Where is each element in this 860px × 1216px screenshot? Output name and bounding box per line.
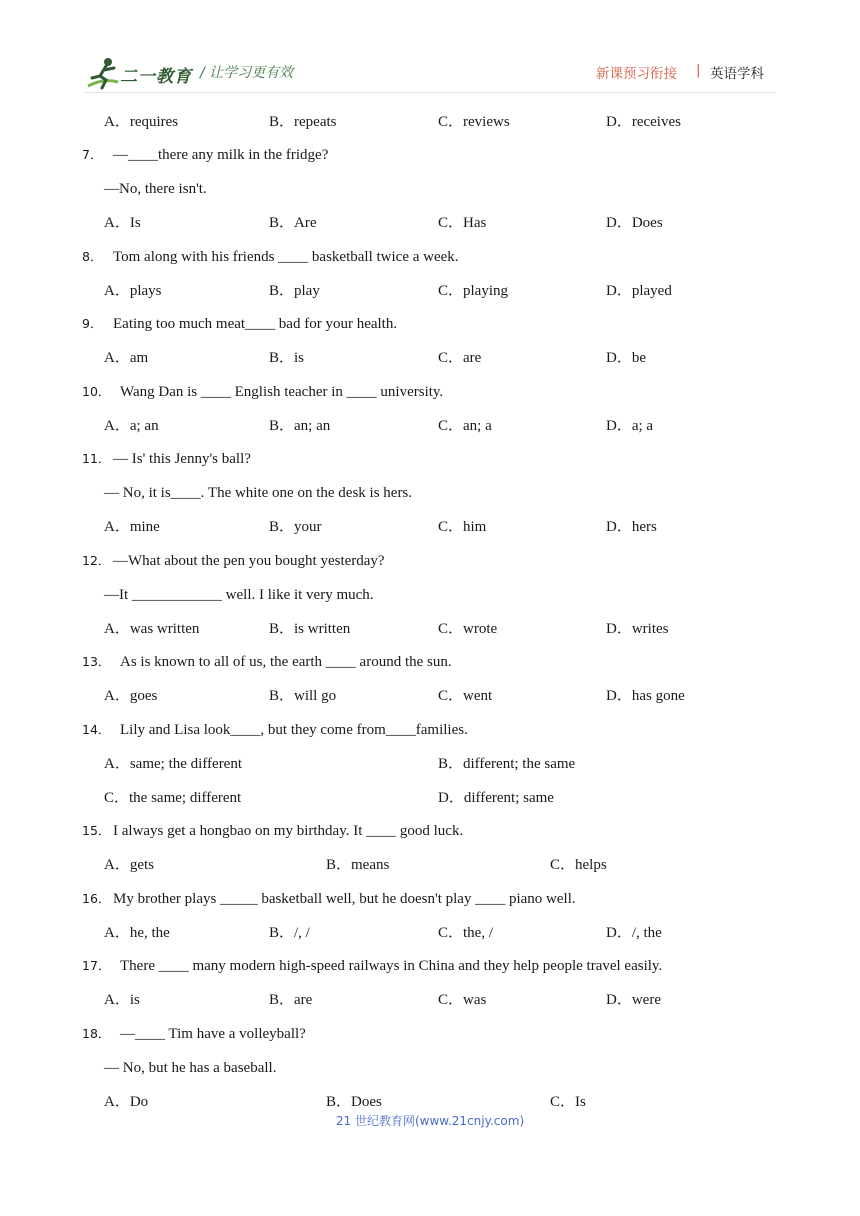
question-11-options	[0, 517, 860, 537]
option-d: D．different; same	[438, 790, 554, 806]
question-number: 11．	[82, 451, 111, 466]
question-10-options	[0, 416, 860, 436]
question-14-stem	[0, 720, 860, 740]
question-13-stem	[0, 652, 860, 672]
option-a: A．a; an	[104, 418, 159, 434]
option-d: D．Does	[606, 215, 663, 231]
question-14-options-row-1	[0, 754, 860, 774]
option-c: C．helps	[550, 857, 607, 873]
question-number: 14．	[82, 722, 111, 737]
option-a: A．gets	[104, 857, 154, 873]
option-c: C．the same; different	[104, 790, 242, 806]
question-9-stem	[0, 314, 860, 334]
option-a: A．Is	[104, 215, 141, 231]
question-15-options	[0, 855, 860, 875]
option-c: C．are	[438, 350, 482, 366]
option-a: A．was written	[104, 621, 200, 637]
option-b: B．are	[269, 992, 313, 1008]
question-number: 18．	[82, 1026, 111, 1041]
question-number: 16．	[82, 891, 111, 906]
option-d: D．/, the	[606, 925, 662, 941]
option-c: C．him	[438, 519, 487, 535]
course-label: 新课预习衔接	[596, 66, 677, 82]
option-c: C．an; a	[438, 418, 492, 434]
question-18-response	[0, 1058, 860, 1078]
option-b: B．is written	[269, 621, 351, 637]
option-a: A．mine	[104, 519, 160, 535]
question-7-options	[0, 213, 860, 233]
option-a: A．Do	[104, 1094, 149, 1110]
question-9-options	[0, 348, 860, 368]
question-13-options	[0, 686, 860, 706]
option-a: A．he, the	[104, 925, 170, 941]
option-b: B．means	[326, 857, 390, 873]
header-rule	[84, 92, 776, 93]
option-a: A．requires	[104, 114, 179, 130]
question-18-options	[0, 1092, 860, 1112]
option-d: D．be	[606, 350, 646, 366]
option-a: A．am	[104, 350, 149, 366]
question-text: Lily and Lisa look____, but they come from____families.	[120, 722, 468, 738]
question-7-response	[0, 179, 860, 199]
option-a: A．plays	[104, 283, 162, 299]
option-a: A．goes	[104, 688, 158, 704]
question-17-options	[0, 990, 860, 1010]
brand-name: 二一教育	[120, 67, 192, 87]
option-a: A．same; the different	[104, 756, 243, 772]
dialogue-line: — No, but he has a baseball.	[104, 1060, 277, 1076]
dialogue-line: — No, it is____. The white one on the desk is hers.	[104, 485, 413, 501]
option-d: D．a; a	[606, 418, 654, 434]
question-number: 10．	[82, 384, 111, 399]
question-16-options	[0, 923, 860, 943]
question-number: 8．	[82, 249, 103, 264]
option-d: D．were	[606, 992, 661, 1008]
question-text: —____ Tim have a volleyball?	[120, 1026, 306, 1042]
option-b: B．an; an	[269, 418, 331, 434]
page-footer: 21 世纪教育网(www.21cnjy.com)	[335, 1114, 525, 1128]
question-text: Wang Dan is ____ English teacher in ____ university.	[120, 384, 444, 400]
option-b: B．your	[269, 519, 322, 535]
question-number: 12．	[82, 553, 111, 568]
option-c: C．was	[438, 992, 487, 1008]
question-text: My brother plays _____ basketball well, but he doesn't play ____ piano well.	[113, 891, 576, 907]
question-number: 7．	[82, 147, 103, 162]
option-c: C．Is	[550, 1094, 586, 1110]
question-text: —____there any milk in the fridge?	[113, 147, 329, 163]
option-c: C．the, /	[438, 925, 493, 941]
option-d: D．hers	[606, 519, 657, 535]
option-d: D．writes	[606, 621, 669, 637]
subject-label: 英语学科	[710, 66, 764, 82]
question-12-options	[0, 619, 860, 639]
question-number: 15．	[82, 823, 111, 838]
question-18-stem	[0, 1024, 860, 1044]
question-12-stem	[0, 551, 860, 571]
question-text: As is known to all of us, the earth ____ around the sun.	[120, 654, 452, 670]
option-b: B．play	[269, 283, 320, 299]
question-7-stem	[0, 145, 860, 165]
option-b: B．is	[269, 350, 305, 366]
question-11-stem	[0, 449, 860, 469]
question-text: Eating too much meat____ bad for your health.	[113, 316, 398, 332]
option-c: C．playing	[438, 283, 508, 299]
option-d: D．receives	[606, 114, 681, 130]
option-c: C．wrote	[438, 621, 498, 637]
question-text: There ____ many modern high-speed railways in China and they help people travel easily.	[120, 958, 663, 974]
question-17-stem	[0, 956, 860, 976]
option-a: A．is	[104, 992, 140, 1008]
option-d: D．played	[606, 283, 672, 299]
question-number: 13．	[82, 654, 111, 669]
option-b: B．Are	[269, 215, 317, 231]
option-b: B．will go	[269, 688, 337, 704]
question-10-stem	[0, 382, 860, 402]
question-12-response	[0, 585, 860, 605]
question-6-options	[0, 112, 860, 132]
header-divider: |	[696, 62, 701, 78]
question-text: I always get a hongbao on my birthday. It ____ good luck.	[113, 823, 464, 839]
dialogue-line: —No, there isn't.	[104, 181, 207, 197]
option-b: B．/, /	[269, 925, 310, 941]
question-text: Tom along with his friends ____ basketball twice a week.	[113, 249, 459, 265]
option-b: B．different; the same	[438, 756, 576, 772]
question-number: 9．	[82, 316, 103, 331]
question-8-options	[0, 281, 860, 301]
question-11-response	[0, 483, 860, 503]
question-15-stem	[0, 821, 860, 841]
option-c: C．reviews	[438, 114, 510, 130]
question-8-stem	[0, 247, 860, 267]
option-c: C．Has	[438, 215, 487, 231]
page-header	[0, 0, 860, 96]
question-text: —What about the pen you bought yesterday?	[113, 553, 385, 569]
option-b: B．Does	[326, 1094, 382, 1110]
question-14-options-row-2	[0, 788, 860, 808]
question-16-stem	[0, 889, 860, 909]
option-c: C．went	[438, 688, 493, 704]
brand-slogan: / 让学习更有效	[200, 65, 294, 81]
question-text: — Is' this Jenny's ball?	[113, 451, 251, 467]
dialogue-line: —It ____________ well. I like it very much.	[104, 587, 374, 603]
option-d: D．has gone	[606, 688, 685, 704]
option-b: B．repeats	[269, 114, 337, 130]
question-number: 17．	[82, 958, 111, 973]
